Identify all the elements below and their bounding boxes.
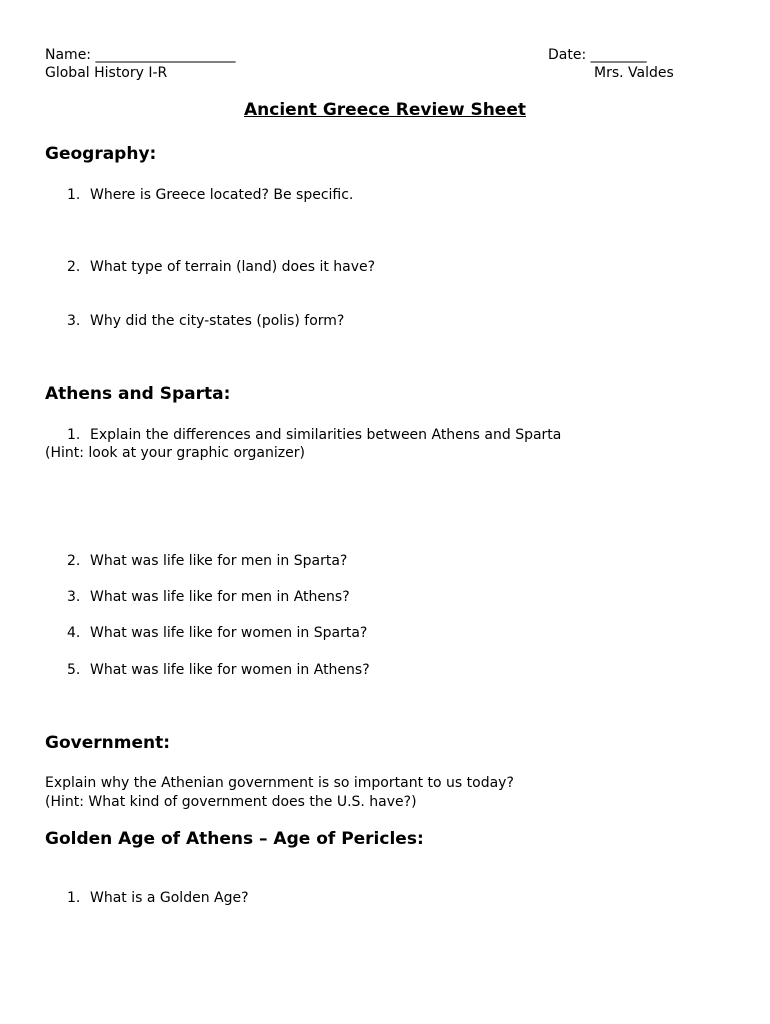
teacher-name: Mrs. Valdes [594, 65, 674, 81]
question-item [67, 312, 344, 330]
question-text: Why did the city-states (polis) form? [90, 313, 345, 329]
page-title: Ancient Greece Review Sheet [244, 100, 526, 120]
question-number: 3. [67, 589, 81, 605]
government-question: Explain why the Athenian government is so important to us today? [45, 775, 514, 791]
question-number: 5. [67, 662, 81, 678]
question-text: Explain the differences and similarities between Athens and Sparta [90, 427, 562, 443]
question-text: What was life like for men in Sparta? [90, 553, 348, 569]
hint-text: (Hint: look at your graphic organizer) [45, 445, 305, 461]
question-item [67, 552, 347, 570]
section-heading-geography: Geography: [45, 144, 157, 164]
question-item [67, 661, 370, 679]
name-label: Name: ____________________ [45, 47, 236, 63]
question-number: 2. [67, 553, 81, 569]
question-item [67, 186, 353, 204]
section-heading-government: Government: [45, 733, 171, 753]
question-text: What was life like for women in Sparta? [90, 625, 368, 641]
question-text: What is a Golden Age? [90, 890, 249, 906]
question-number: 4. [67, 625, 81, 641]
date-label: Date: ________ [548, 47, 647, 63]
question-number: 1. [67, 187, 81, 203]
question-text: What type of terrain (land) does it have? [90, 259, 376, 275]
question-item [67, 624, 367, 642]
question-number: 1. [67, 427, 81, 443]
question-item [67, 258, 375, 276]
question-item [67, 426, 561, 444]
question-text: What was life like for women in Athens? [90, 662, 370, 678]
question-number: 3. [67, 313, 81, 329]
class-label: Global History I-R [45, 65, 168, 81]
question-number: 1. [67, 890, 81, 906]
section-heading-golden-age: Golden Age of Athens – Age of Pericles: [45, 829, 424, 849]
question-item [67, 889, 249, 907]
hint-text: (Hint: What kind of government does the U.S. have?) [45, 794, 417, 810]
header-left [45, 46, 235, 82]
question-text: What was life like for men in Athens? [90, 589, 350, 605]
section-heading-athens-sparta: Athens and Sparta: [45, 384, 231, 404]
question-item [67, 588, 350, 606]
question-number: 2. [67, 259, 81, 275]
question-text: Where is Greece located? Be specific. [90, 187, 354, 203]
header-right [548, 46, 674, 82]
